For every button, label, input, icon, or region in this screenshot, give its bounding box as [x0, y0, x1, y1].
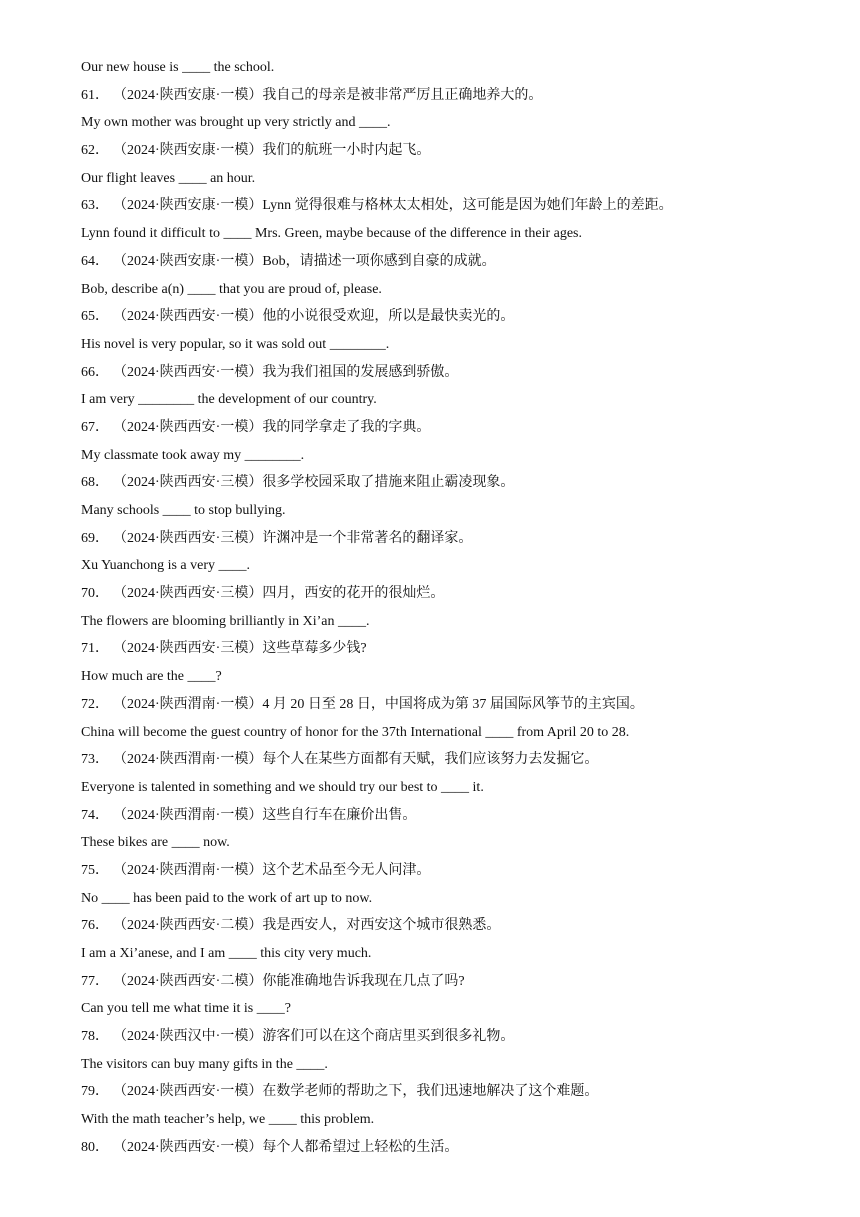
- question-prompt: [81, 525, 781, 553]
- question-number: 76．: [81, 918, 109, 934]
- question-english-blank: No ____ has been paid to the work of art up to now.: [81, 890, 373, 906]
- question-source: （2024·陕西西安·三模）: [113, 586, 263, 602]
- question-source: （2024·陕西渭南·一模）: [113, 752, 263, 768]
- question-english-blank: His novel is very popular, so it was sold out ________.: [81, 336, 390, 352]
- question-prompt: [81, 912, 781, 940]
- question-chinese: 4 月 20 日至 28 日，中国将成为第 37 届国际风筝节的主宾国。: [262, 696, 644, 712]
- question-english-blank: How much are the ____?: [81, 669, 222, 685]
- question-number: 70．: [81, 586, 109, 602]
- question-chinese: 每个人在某些方面都有天赋，我们应该努力去发掘它。: [262, 752, 599, 768]
- question-english-blank: These bikes are ____ now.: [81, 835, 230, 851]
- question-chinese: 他的小说很受欢迎，所以是最快卖光的。: [262, 309, 515, 325]
- question-number: 69．: [81, 530, 109, 546]
- question-source: （2024·陕西西安·一模）: [113, 419, 263, 435]
- question-number: 64．: [81, 253, 109, 269]
- question-source: （2024·陕西西安·二模）: [113, 918, 263, 934]
- question-prompt: [81, 857, 781, 885]
- question-source: （2024·陕西安康·一模）: [113, 253, 263, 269]
- question-chinese: 我的同学拿走了我的字典。: [262, 419, 431, 435]
- question-source: （2024·陕西西安·三模）: [113, 530, 263, 546]
- question-number: 62．: [81, 143, 109, 159]
- question-english-blank: Xu Yuanchong is a very ____.: [81, 558, 251, 574]
- question-chinese: 四月，西安的花开的很灿烂。: [262, 586, 445, 602]
- question-number: 61．: [81, 87, 109, 103]
- question-english-blank: Can you tell me what time it is ____?: [81, 1001, 291, 1017]
- question-number: 77．: [81, 973, 109, 989]
- question-chinese: 你能准确地告诉我现在几点了吗?: [262, 973, 465, 989]
- question-english-blank: The visitors can buy many gifts in the ____.: [81, 1056, 328, 1072]
- question-source: （2024·陕西西安·一模）: [113, 1084, 263, 1100]
- question-prompt: [81, 691, 781, 719]
- question-english-blank: Many schools ____ to stop bullying.: [81, 503, 286, 518]
- question-source: （2024·陕西渭南·一模）: [113, 862, 263, 878]
- question-chinese: 这些草莓多少钱?: [262, 641, 367, 657]
- question-prompt: [81, 968, 781, 996]
- question-list: [81, 82, 781, 1162]
- question-source: （2024·陕西西安·三模）: [113, 475, 263, 491]
- question-english-blank: I am a Xi’anese, and I am ____ this city very much.: [81, 946, 372, 961]
- question-chinese: 我为我们祖国的发展感到骄傲。: [262, 364, 459, 380]
- question-english-blank: With the math teacher’s help, we ____ this problem.: [81, 1112, 375, 1128]
- question-prompt: [81, 1078, 781, 1106]
- question-number: 67．: [81, 419, 109, 435]
- question-number: 79．: [81, 1084, 109, 1100]
- question-english-blank: My own mother was brought up very strictly and ____.: [81, 115, 391, 131]
- question-source: （2024·陕西安康·一模）: [113, 143, 263, 159]
- question-chinese: 每个人都希望过上轻松的生活。: [262, 1139, 459, 1155]
- question-number: 80．: [81, 1139, 109, 1155]
- question-prompt: [81, 82, 781, 110]
- question-prompt: [81, 248, 781, 276]
- question-chinese: 我自己的母亲是被非常严厉且正确地养大的。: [262, 87, 543, 103]
- question-number: 65．: [81, 309, 109, 325]
- question-source: （2024·陕西渭南·一模）: [113, 807, 263, 823]
- question-prompt: [81, 359, 781, 387]
- question-english-blank: Our flight leaves ____ an hour.: [81, 170, 256, 186]
- question-prompt: [81, 580, 781, 608]
- question-source: （2024·陕西渭南·一模）: [113, 696, 263, 712]
- question-prompt: [81, 414, 781, 442]
- question-chinese: 在数学老师的帮助之下，我们迅速地解决了这个难题。: [262, 1084, 599, 1100]
- question-chinese: Lynn 觉得很难与格林太太相处，这可能是因为她们年龄上的差距。: [262, 198, 673, 214]
- question-prompt: [81, 1134, 781, 1162]
- question-number: 72．: [81, 696, 109, 712]
- question-prompt: [81, 303, 781, 331]
- question-prompt: [81, 192, 781, 220]
- question-chinese: 许渊冲是一个非常著名的翻译家。: [262, 530, 473, 546]
- lead-sentence: Our new house is ____ the school.: [81, 60, 275, 75]
- question-source: （2024·陕西西安·一模）: [113, 309, 263, 325]
- question-english-blank: China will become the guest country of honor for the 37th International ____ from April 20 to 28.: [81, 724, 630, 740]
- question-source: （2024·陕西西安·三模）: [113, 641, 263, 657]
- question-number: 63．: [81, 198, 109, 214]
- question-chinese: Bob，请描述一项你感到自豪的成就。: [262, 253, 496, 269]
- question-source: （2024·陕西汉中·一模）: [113, 1029, 263, 1045]
- question-number: 75．: [81, 862, 109, 878]
- question-english-blank: The flowers are blooming brilliantly in Xi’an ____.: [81, 613, 370, 629]
- document-page: [81, 54, 781, 1162]
- question-chinese: 这个艺术品至今无人问津。: [262, 862, 431, 878]
- question-source: （2024·陕西西安·二模）: [113, 973, 263, 989]
- question-number: 68．: [81, 475, 109, 491]
- question-english-blank: My classmate took away my ________.: [81, 447, 305, 463]
- question-number: 78．: [81, 1029, 109, 1045]
- question-chinese: 这些自行车在廉价出售。: [262, 807, 417, 823]
- question-english-blank: Everyone is talented in something and we should try our best to ____ it.: [81, 779, 484, 795]
- question-source: （2024·陕西安康·一模）: [113, 198, 263, 214]
- question-chinese: 很多学校园采取了措施来阻止霸凌现象。: [262, 475, 515, 491]
- question-chinese: 游客们可以在这个商店里买到很多礼物。: [262, 1029, 515, 1045]
- question-number: 74．: [81, 807, 109, 823]
- question-number: 73．: [81, 752, 109, 768]
- question-source: （2024·陕西西安·一模）: [113, 364, 263, 380]
- question-prompt: [81, 1023, 781, 1051]
- question-source: （2024·陕西安康·一模）: [113, 87, 263, 103]
- question-english-blank: Lynn found it difficult to ____ Mrs. Green, maybe because of the difference in their ages.: [81, 226, 582, 242]
- question-chinese: 我们的航班一小时内起飞。: [262, 143, 431, 159]
- question-prompt: [81, 469, 781, 497]
- question-english-blank: I am very ________ the development of our country.: [81, 392, 377, 408]
- question-number: 71．: [81, 641, 109, 657]
- question-source: （2024·陕西西安·一模）: [113, 1139, 263, 1155]
- question-prompt: [81, 137, 781, 165]
- question-prompt: [81, 635, 781, 663]
- question-english-blank: Bob, describe a(n) ____ that you are proud of, please.: [81, 281, 382, 297]
- question-chinese: 我是西安人，对西安这个城市很熟悉。: [262, 918, 501, 934]
- question-prompt: [81, 746, 781, 774]
- question-prompt: [81, 802, 781, 830]
- question-number: 66．: [81, 364, 109, 380]
